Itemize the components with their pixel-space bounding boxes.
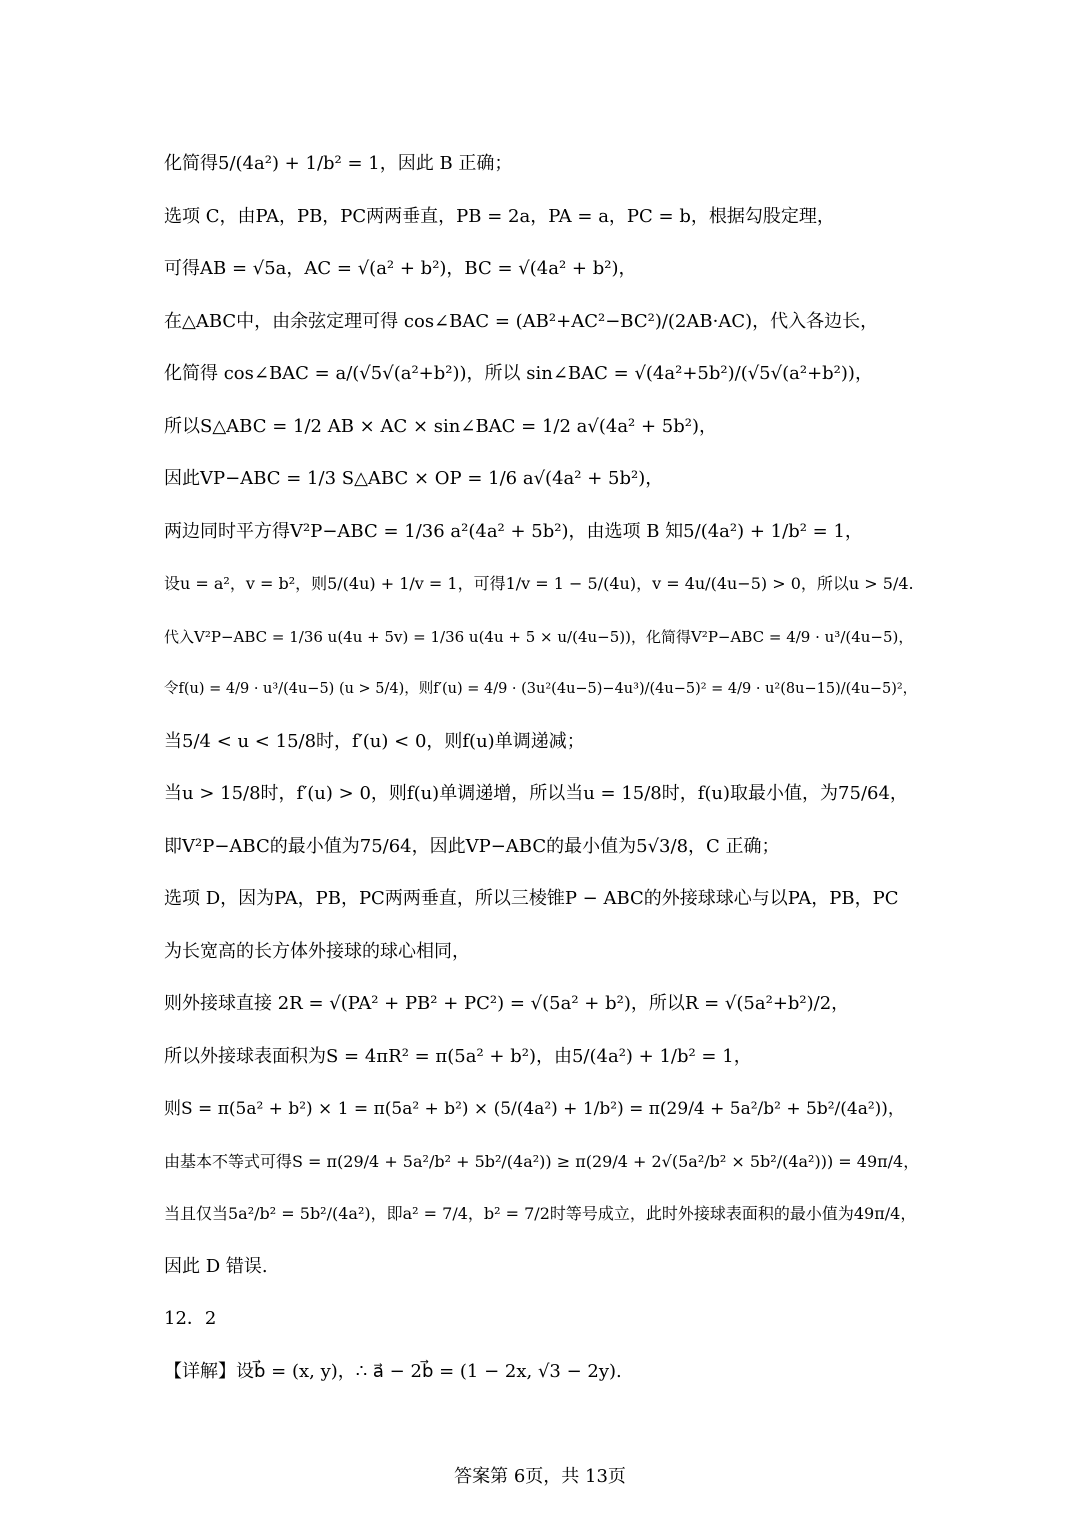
text-line: 当5/4 < u < 15/8时，f′(u) < 0，则f(u)单调递减；	[164, 730, 585, 752]
text-line: 当且仅当5a²/b² = 5b²/(4a²)，即a² = 7/4，b² = 7/2时等号成立，此时外接球表面积的最小值为49π/4，	[164, 1204, 917, 1223]
page-footer: 答案第 6页，共 13页	[454, 1466, 626, 1487]
text-line: 两边同时平方得V²P−ABC = 1/36 a²(4a² + 5b²)，由选项 B 知5/(4a²) + 1/b² = 1，	[164, 520, 863, 542]
text-line: 所以外接球表面积为S = 4πR² = π(5a² + b²)，由5/(4a²) + 1/b² = 1，	[164, 1045, 752, 1067]
text-line: 所以S△ABC = 1/2 AB × AC × sin∠BAC = 1/2 a√(4a² + 5b²)，	[164, 415, 718, 437]
text-line: 当u > 15/8时，f′(u) > 0，则f(u)单调递增，所以当u = 15/8时，f(u)取最小值，为75/64，	[164, 783, 908, 804]
text-line: 设u = a²，v = b²，则5/(4u) + 1/v = 1，可得1/v = 1 − 5/(4u)，v = 4u/(4u−5) > 0，所以u > 5/4.	[164, 574, 914, 593]
text-line: 为长宽高的长方体外接球的球心相同，	[164, 940, 470, 962]
text-line: 则S = π(5a² + b²) × 1 = π(5a² + b²) × (5/(4a²) + 1/b²) = π(29/4 + 5a²/b² + 5b²/(4a²))，	[164, 1099, 905, 1119]
question-number-line: 12．2	[164, 1308, 217, 1329]
text-line: 在△ABC中，由余弦定理可得 cos∠BAC = (AB²+AC²−BC²)/(2AB·AC)，代入各边长，	[164, 310, 879, 332]
text-line: 可得AB = √5a，AC = √(a² + b²)，BC = √(4a² + b²)，	[164, 258, 637, 279]
text-line: 由基本不等式可得S = π(29/4 + 5a²/b² + 5b²/(4a²)) ≥ π(29/4 + 2√(5a²/b² × 5b²/(4a²))) = 49π/4，	[164, 1151, 920, 1171]
text-line: 代入V²P−ABC = 1/36 u(4u + 5v) = 1/36 u(4u + 5 × u/(4u−5))，化简得V²P−ABC = 4/9 · u³/(4u−5)，	[164, 627, 914, 646]
text-line: 选项 C，由PA，PB，PC两两垂直，PB = 2a，PA = a，PC = b，根据勾股定理，	[164, 205, 835, 227]
text-line: 因此 D 错误.	[164, 1255, 268, 1277]
text-line: 因此VP−ABC = 1/3 S△ABC × OP = 1/6 a√(4a² + 5b²)，	[164, 468, 664, 489]
text-line: 则外接球直接 2R = √(PA² + PB² + PC²) = √(5a² + b²)，所以R = √(5a²+b²)/2，	[164, 993, 850, 1014]
text-line: 即V²P−ABC的最小值为75/64，因此VP−ABC的最小值为5√3/8，C 正确；	[164, 835, 780, 857]
text-line: 化简得5/(4a²) + 1/b² = 1，因此 B 正确；	[164, 153, 513, 174]
text-line: 选项 D，因为PA，PB，PC两两垂直，所以三棱锥P − ABC的外接球球心与以PA，PB，PC	[164, 888, 899, 909]
text-line: 化简得 cos∠BAC = a/(√5√(a²+b²))，所以 sin∠BAC = √(4a²+5b²)/(√5√(a²+b²))，	[164, 363, 873, 384]
solution-text	[164, 138, 924, 1398]
text-line: 【详解】设b⃗ = (x, y)，∴ a⃗ − 2b⃗ = (1 − 2x, √3 − 2y).	[164, 1360, 622, 1382]
text-line: 令f(u) = 4/9 · u³/(4u−5) (u > 5/4)，则f′(u) = 4/9 · (3u²(4u−5)−4u³)/(4u−5)² = 4/9 · u²(8u−15)/(4u−5)²，	[164, 681, 918, 697]
